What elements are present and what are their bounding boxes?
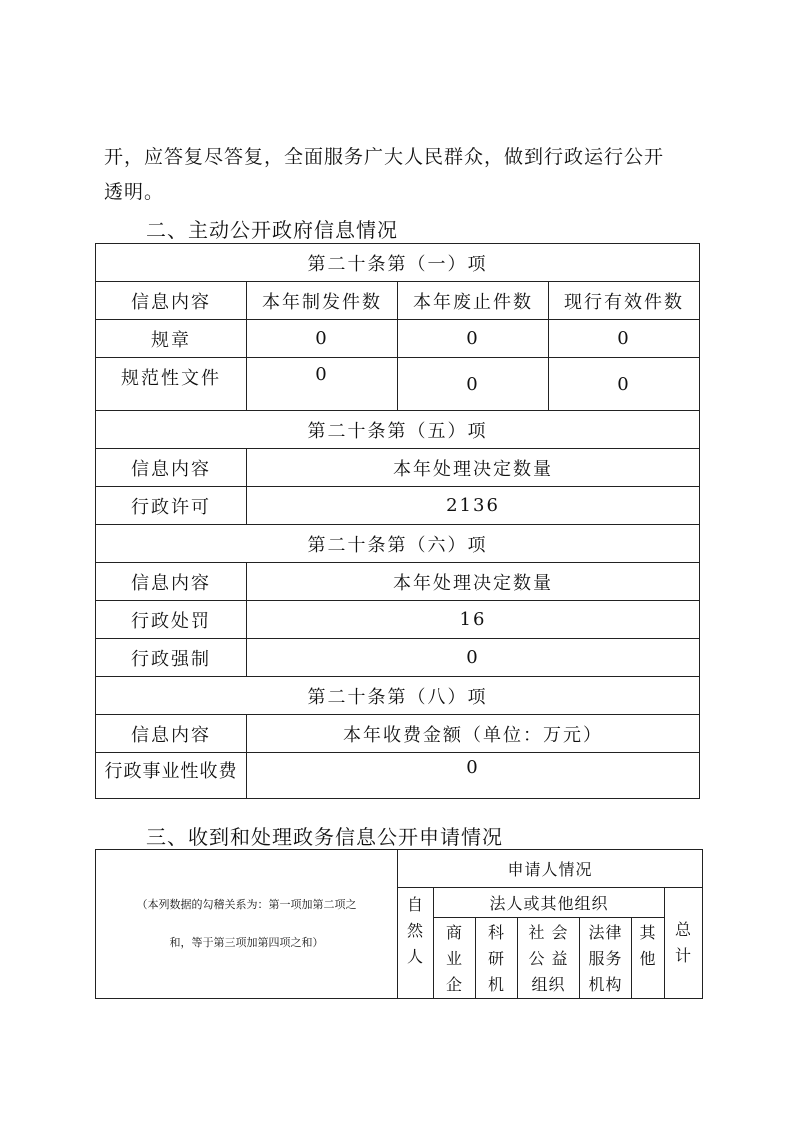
- header-content: 信息内容: [96, 449, 247, 487]
- applicant-header: 申请人情况: [398, 850, 703, 888]
- intro-line-1: 开，应答复尽答复，全面服务广大人民群众，做到行政运行公开: [104, 146, 665, 168]
- article-5-title: 第二十条第（五）项: [96, 411, 700, 449]
- header-issued: 本年制发件数: [247, 282, 398, 320]
- header-fee-amount: 本年收费金额（单位：万元）: [247, 715, 700, 753]
- header-content: 信息内容: [96, 715, 247, 753]
- header-decision-count: 本年处理决定数量: [247, 563, 700, 601]
- cell-value: 0: [398, 320, 549, 358]
- note-line-2: 和，等于第三项加第四项之和）: [169, 936, 324, 949]
- row-label: 规范性文件: [96, 358, 247, 411]
- article-1-title: 第二十条第（一）项: [96, 244, 700, 282]
- application-table: [95, 849, 703, 999]
- header-content: 信息内容: [96, 563, 247, 601]
- header-decision-count: 本年处理决定数量: [247, 449, 700, 487]
- legal-entity-header: 法人或其他组织: [434, 888, 665, 918]
- article-8-title: 第二十条第（八）项: [96, 677, 700, 715]
- cell-value: 0: [549, 358, 700, 411]
- cell-value: 0: [247, 639, 700, 677]
- total-header: 总 计: [665, 888, 703, 999]
- social-welfare-org-header: 社 会 公 益 组织: [518, 918, 580, 999]
- section-3-heading: 三、收到和处理政务信息公开申请情况: [146, 825, 503, 849]
- commercial-enterprise-header: 商 业 企: [434, 918, 476, 999]
- cell-value: 0: [247, 753, 700, 799]
- header-valid: 现行有效件数: [549, 282, 700, 320]
- active-disclosure-table: [95, 243, 700, 799]
- legal-service-org-header: 法律 服务 机构: [580, 918, 632, 999]
- intro-line-2: 透明。: [104, 181, 165, 203]
- row-label: 行政许可: [96, 487, 247, 525]
- article-6-title: 第二十条第（六）项: [96, 525, 700, 563]
- header-content: 信息内容: [96, 282, 247, 320]
- cell-value: 0: [247, 358, 398, 411]
- research-institution-header: 科 研 机: [476, 918, 518, 999]
- cell-value: 0: [398, 358, 549, 411]
- row-label: 规章: [96, 320, 247, 358]
- section-2-heading: 二、主动公开政府信息情况: [146, 218, 398, 242]
- row-label: 行政强制: [96, 639, 247, 677]
- header-repealed: 本年废止件数: [398, 282, 549, 320]
- relationship-note: [96, 850, 398, 999]
- cell-value: 2136: [247, 487, 700, 525]
- row-label: 行政处罚: [96, 601, 247, 639]
- natural-person-header: 自 然 人: [398, 888, 434, 999]
- note-line-1: （本列数据的勾稽关系为：第一项加第二项之: [136, 898, 357, 911]
- cell-value: 0: [549, 320, 700, 358]
- cell-value: 0: [247, 320, 398, 358]
- other-org-header: 其 他: [632, 918, 665, 999]
- cell-value: 16: [247, 601, 700, 639]
- row-label: 行政事业性收费: [96, 753, 247, 799]
